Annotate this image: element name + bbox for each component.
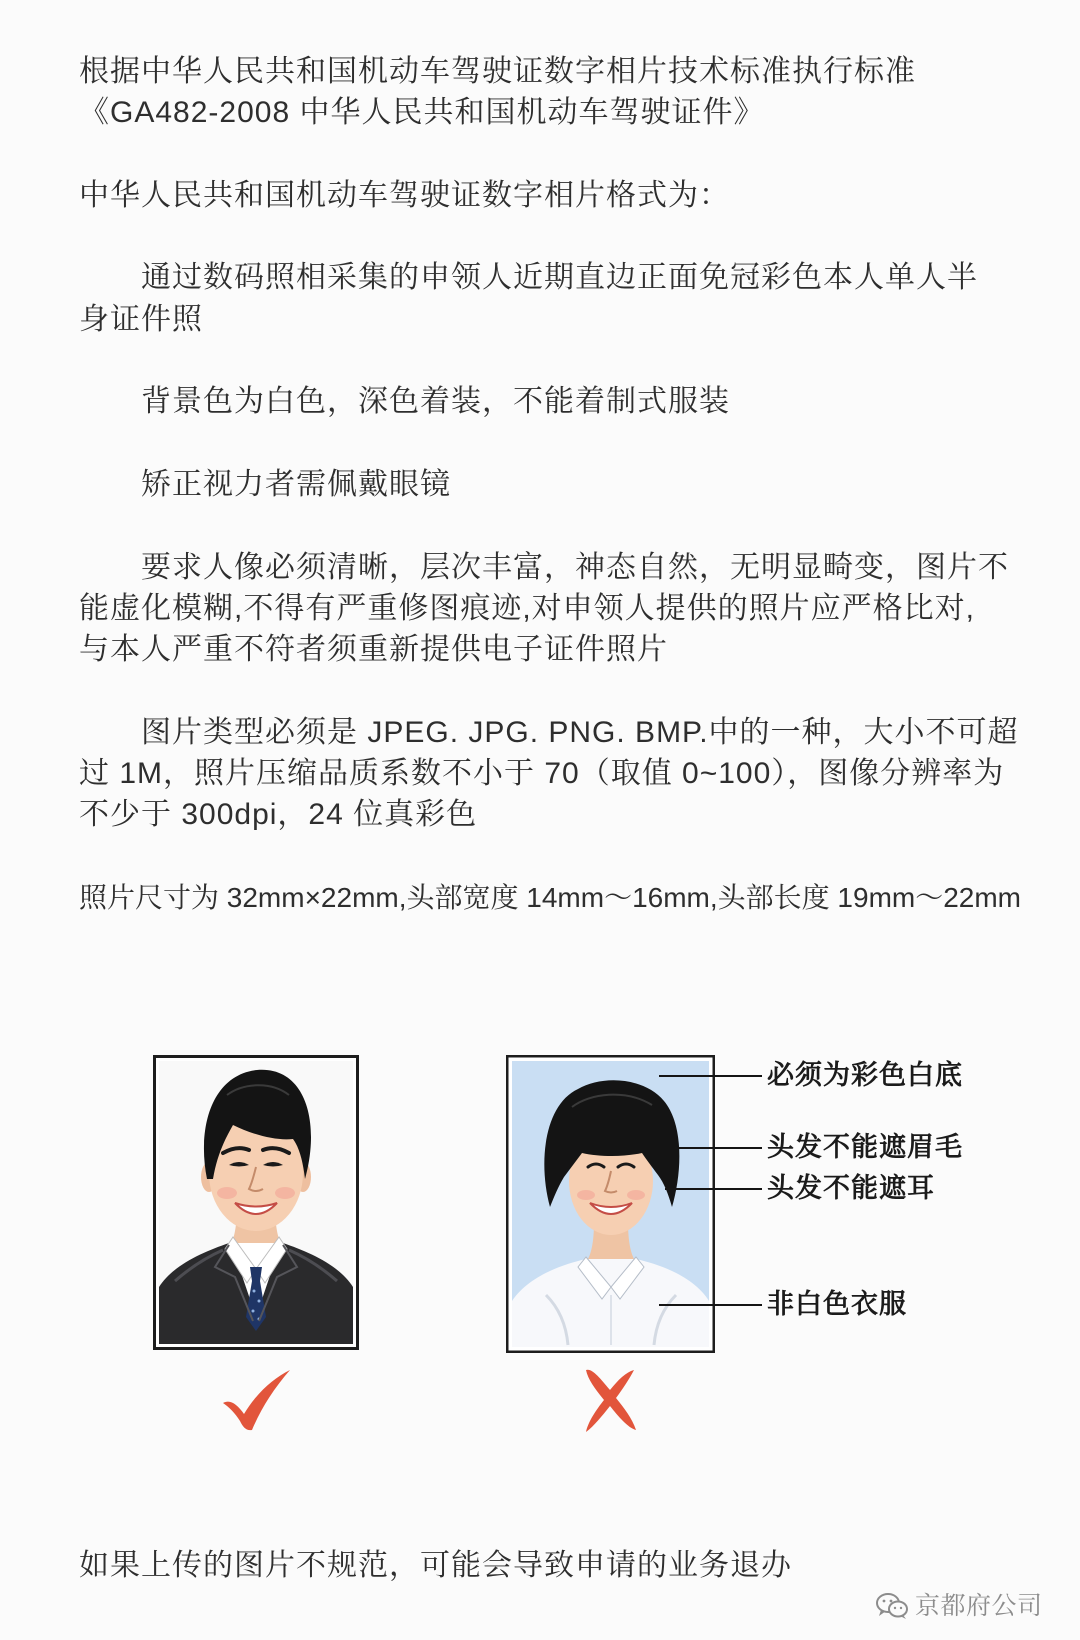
paragraph-file-format (79, 712, 1069, 836)
leader-line-eyebrows (675, 1147, 762, 1149)
paragraph-line: 能虚化模糊,不得有严重修图痕迹,对申领人提供的照片应严格比对, (79, 591, 976, 625)
cross-mark-icon (580, 1366, 638, 1434)
leader-line-clothing (659, 1304, 762, 1306)
callout-background-label: 必须为彩色白底 (767, 1060, 963, 1091)
paragraph-line: 照片尺寸为 32mm×22mm,头部宽度 14mm～16mm,头部长度 19mm～22mm (79, 881, 1022, 913)
correct-id-photo (153, 1055, 359, 1350)
incorrect-id-photo-illustration (506, 1055, 715, 1353)
paragraph-line: 要求人像必须清晰，层次丰富，神态自然，无明显畸变，图片不 (141, 550, 1009, 584)
paragraph-line: 通过数码照相采集的申领人近期直边正面免冠彩色本人单人半 (141, 261, 978, 295)
wechat-icon (875, 1592, 909, 1620)
paragraph-line: 矫正视力者需佩戴眼镜 (141, 467, 451, 501)
check-mark-icon (221, 1369, 291, 1433)
callout-eyebrows-label: 头发不能遮眉毛 (767, 1132, 963, 1163)
paragraph-image-quality (79, 547, 1069, 671)
paragraph-line: 与本人严重不符者须重新提供电子证件照片 (79, 633, 668, 667)
paragraph-line: 过 1M，照片压缩品质系数不小于 70（取值 0~100），图像分辨率为 (79, 757, 1005, 791)
watermark-text: 京都府公司 (915, 1592, 1043, 1620)
paragraph-glasses (79, 464, 1069, 505)
paragraph-line: 不少于 300dpi，24 位真彩色 (79, 798, 478, 832)
paragraph-photo-requirement (79, 257, 1069, 340)
leader-line-background (659, 1075, 762, 1077)
paragraph-background-attire (79, 381, 1069, 422)
incorrect-id-photo (506, 1055, 715, 1353)
paragraph-standard-reference (79, 51, 1069, 134)
paragraph-line: 背景色为白色，深色着装，不能着制式服装 (141, 385, 730, 419)
footer-note: 如果上传的图片不规范，可能会导致申请的业务退办 (79, 1549, 792, 1582)
callout-clothing-label: 非白色衣服 (767, 1289, 907, 1320)
correct-id-photo-illustration (153, 1055, 359, 1350)
paragraph-line: 图片类型必须是 JPEG. JPG. PNG. BMP.中的一种，大小不可超 (141, 715, 1019, 749)
paragraph-line: 《GA482-2008 中华人民共和国机动车驾驶证件》 (79, 96, 765, 130)
callout-ears-label: 头发不能遮耳 (767, 1173, 935, 1204)
leader-line-ears (665, 1188, 762, 1190)
paragraph-line: 根据中华人民共和国机动车驾驶证数字相片技术标准执行标准 (79, 55, 916, 88)
paragraph-format-heading (79, 175, 1069, 216)
paragraph-photo-size (79, 877, 1069, 918)
document-body (79, 51, 1069, 960)
paragraph-line: 身证件照 (79, 302, 203, 336)
watermark (875, 1590, 1043, 1622)
paragraph-line: 中华人民共和国机动车驾驶证数字相片格式为： (79, 178, 730, 212)
